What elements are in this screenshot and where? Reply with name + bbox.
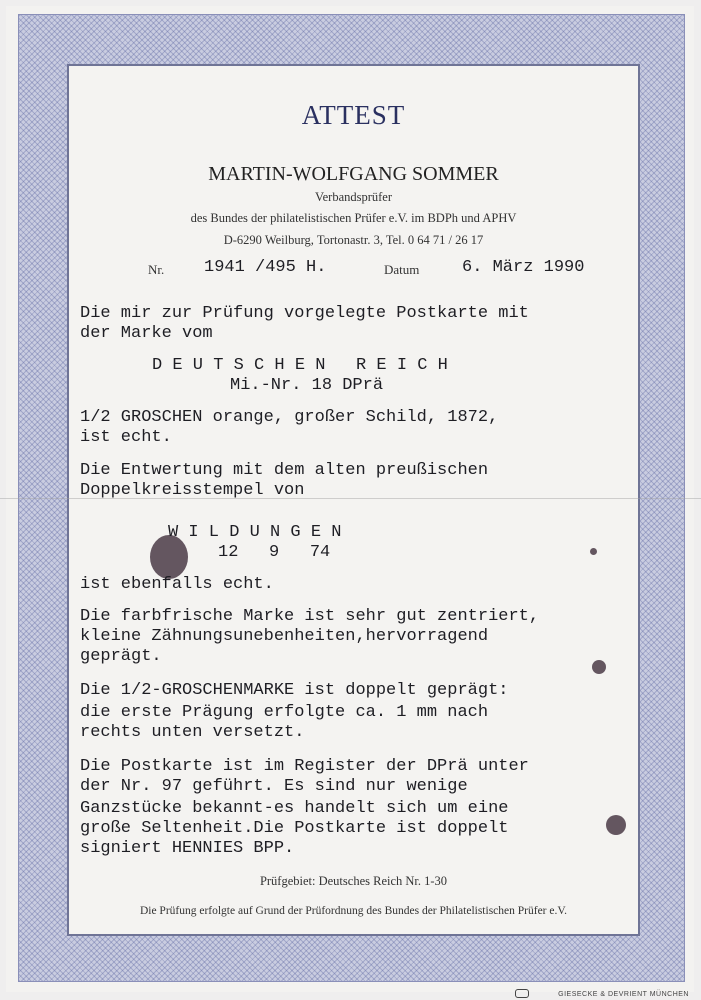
examiner-address: D-6290 Weilburg, Tortonastr. 3, Tel. 0 64 71 / 26 17 — [223, 233, 484, 247]
examiner-role: Verbandsprüfer — [314, 190, 393, 204]
body-line-15: der Nr. 97 geführt. Es sind nur wenige — [80, 777, 468, 796]
postmark-town: W I L D U N G E N — [168, 523, 342, 542]
body-line-17: große Seltenheit.Die Postkarte ist doppelt — [80, 819, 509, 838]
body-line-14: Die Postkarte ist im Register der DPrä unter — [80, 757, 529, 776]
date-label: Datum — [384, 262, 420, 277]
ink-spot-lower — [606, 815, 626, 835]
body-line-16: Ganzstücke bekannt-es handelt sich um eine — [80, 799, 509, 818]
date-value: 6. März 1990 — [462, 258, 585, 277]
body-line-4: ist echt. — [80, 428, 172, 447]
printer-imprint: GIESECKE & DEVRIENT MÜNCHEN — [558, 991, 689, 998]
examiner-association: des Bundes der philatelistischen Prüfer e.V. im BDPh und APHV — [190, 211, 517, 225]
body-line-2: der Marke vom — [80, 324, 213, 343]
body-line-7: ist ebenfalls echt. — [80, 575, 274, 594]
ink-spot — [592, 660, 606, 674]
certificate-title: ATTEST — [301, 100, 406, 130]
catalog-line: Mi.-Nr. 18 DPrä — [230, 376, 384, 395]
body-line-9: kleine Zähnungsunebenheiten,hervorragend — [80, 627, 489, 646]
body-line-11: Die 1/2-GROSCHENMARKE ist doppelt geprägt: — [80, 681, 509, 700]
rules-footer: Die Prüfung erfolgte auf Grund der Prüfordnung des Bundes der Philatelistischen Prüfer e.V. — [139, 905, 568, 917]
body-line-18: signiert HENNIES BPP. — [80, 839, 295, 858]
body-line-5: Die Entwertung mit dem alten preußischen — [80, 461, 489, 480]
body-line-6: Doppelkreisstempel von — [80, 481, 305, 500]
printer-logo-icon — [515, 989, 529, 998]
ink-dot — [590, 548, 597, 555]
body-line-1: Die mir zur Prüfung vorgelegte Postkarte mit — [80, 304, 529, 323]
country-line: D E U T S C H E N R E I C H — [152, 356, 448, 375]
examiner-name: MARTIN-WOLFGANG SOMMER — [208, 163, 499, 185]
scope-footer: Prüfgebiet: Deutsches Reich Nr. 1-30 — [259, 874, 448, 888]
body-line-10: geprägt. — [80, 647, 162, 666]
body-line-12: die erste Prägung erfolgte ca. 1 mm nach — [80, 703, 489, 722]
body-line-13: rechts unten versetzt. — [80, 723, 305, 742]
nr-label: Nr. — [148, 262, 165, 277]
postmark-date: 12 9 74 — [218, 543, 331, 562]
body-line-8: Die farbfrische Marke ist sehr gut zentriert, — [80, 607, 540, 626]
body-line-3: 1/2 GROSCHEN orange, großer Schild, 1872, — [80, 408, 499, 427]
nr-value: 1941 /495 H. — [204, 258, 327, 277]
